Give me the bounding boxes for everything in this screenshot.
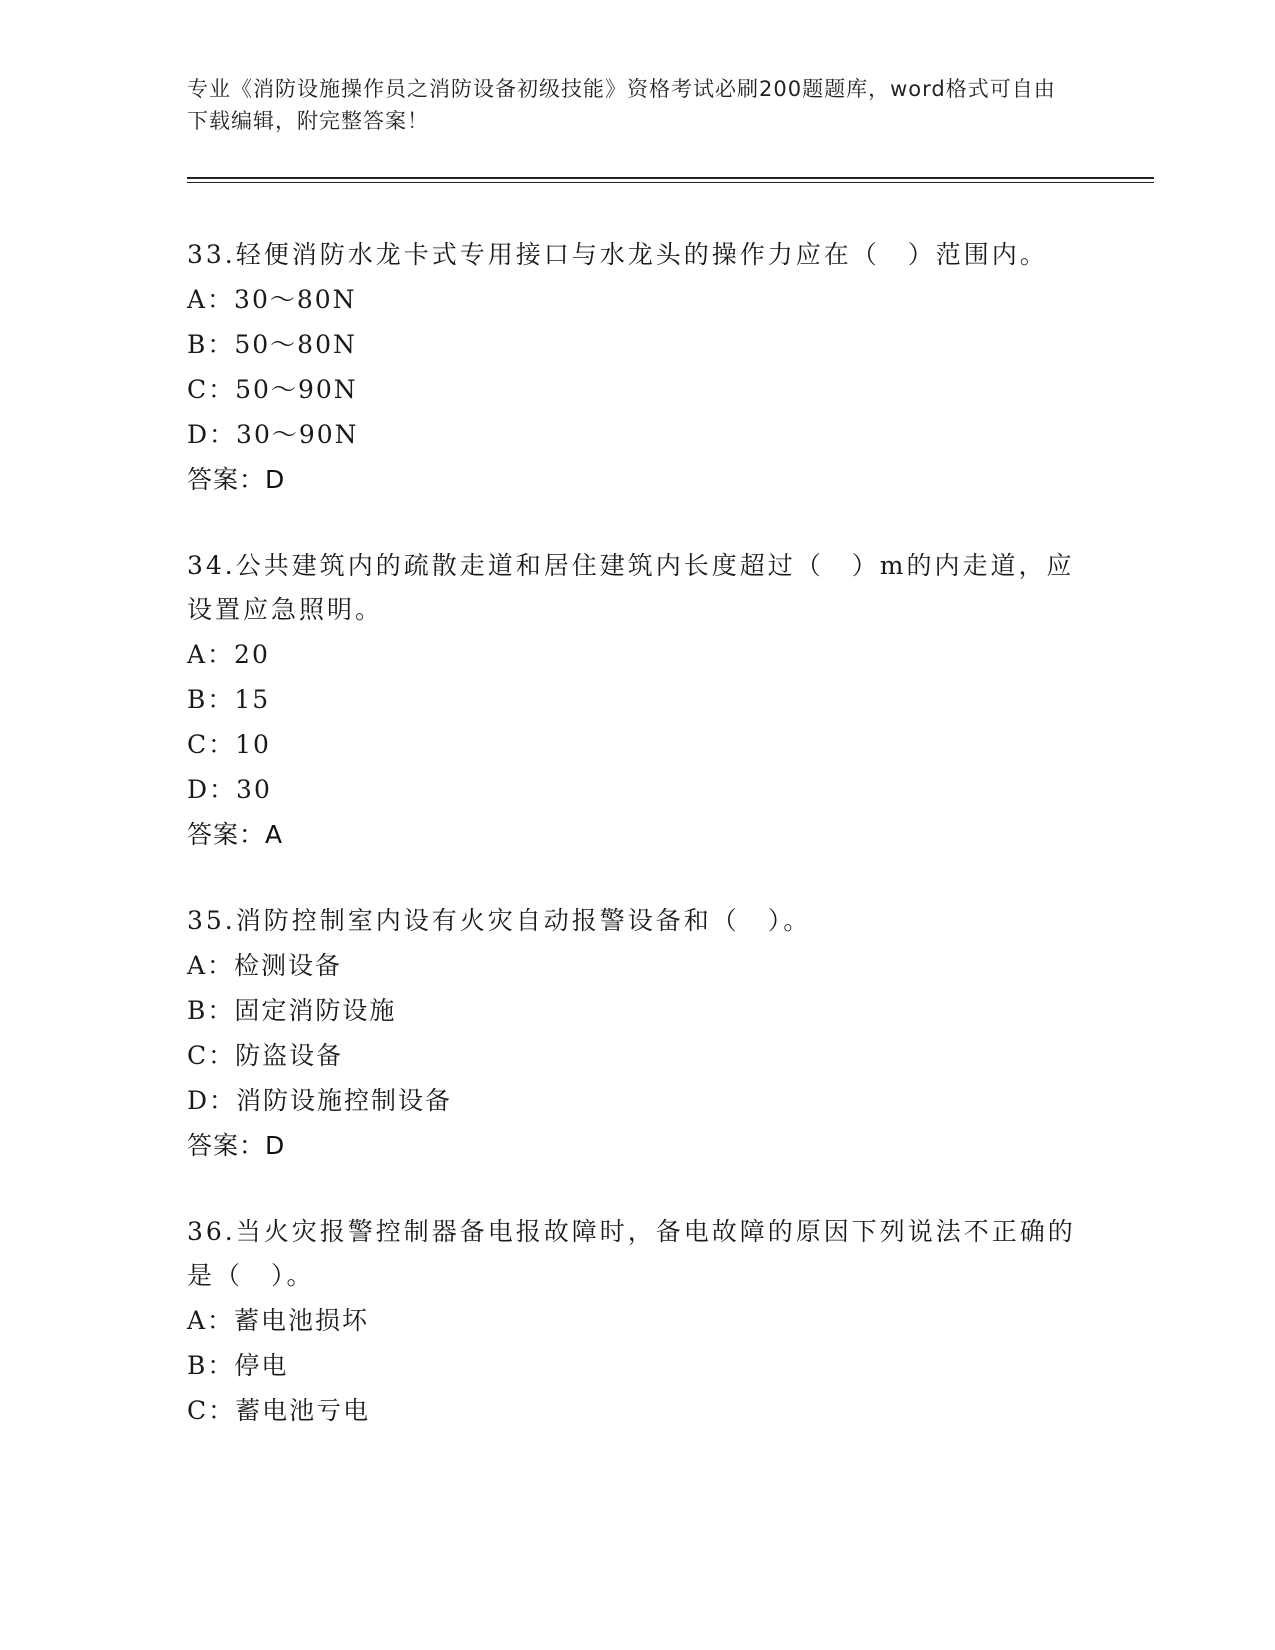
option-a: A：20	[187, 640, 270, 669]
header-divider-thin	[187, 182, 1154, 183]
option-d: D：30～90N	[187, 420, 359, 449]
option-d: D：30	[187, 775, 272, 804]
question-stem: 34.公共建筑内的疏散走道和居住建筑内长度超过（ ）m的内走道，应设置应急照明。	[187, 551, 1075, 624]
option-b: B：停电	[187, 1351, 289, 1380]
question-stem: 36.当火灾报警控制器备电报故障时，备电故障的原因下列说法不正确的是（ ）。	[187, 1217, 1076, 1290]
option-b: B：15	[187, 685, 271, 714]
option-a: A：检测设备	[187, 951, 343, 980]
question-33	[187, 233, 1087, 502]
answer-line: 答案：A	[187, 820, 284, 849]
option-a: A：蓄电池损坏	[187, 1306, 370, 1335]
question-35	[187, 899, 1087, 1168]
answer-line: 答案：D	[187, 465, 286, 494]
question-36	[187, 1210, 1087, 1433]
option-c: C：蓄电池亏电	[187, 1396, 371, 1425]
document-header: 专业《消防设施操作员之消防设备初级技能》资格考试必刷200题题库，word格式可自由下载编辑，附完整答案！	[187, 77, 1056, 133]
question-stem: 35.消防控制室内设有火灾自动报警设备和（ ）。	[187, 906, 812, 935]
question-34	[187, 544, 1087, 857]
option-c: C：防盗设备	[187, 1041, 344, 1070]
question-list	[187, 233, 1087, 1475]
question-stem: 33.轻便消防水龙卡式专用接口与水龙头的操作力应在（ ）范围内。	[187, 240, 1048, 269]
option-a: A：30～80N	[187, 285, 357, 314]
option-b: B：50～80N	[187, 330, 357, 359]
header-divider-thick	[187, 177, 1154, 179]
answer-line: 答案：D	[187, 1131, 286, 1160]
option-c: C：50～90N	[187, 375, 358, 404]
option-d: D：消防设施控制设备	[187, 1086, 453, 1115]
option-c: C：10	[187, 730, 271, 759]
option-b: B：固定消防设施	[187, 996, 397, 1025]
